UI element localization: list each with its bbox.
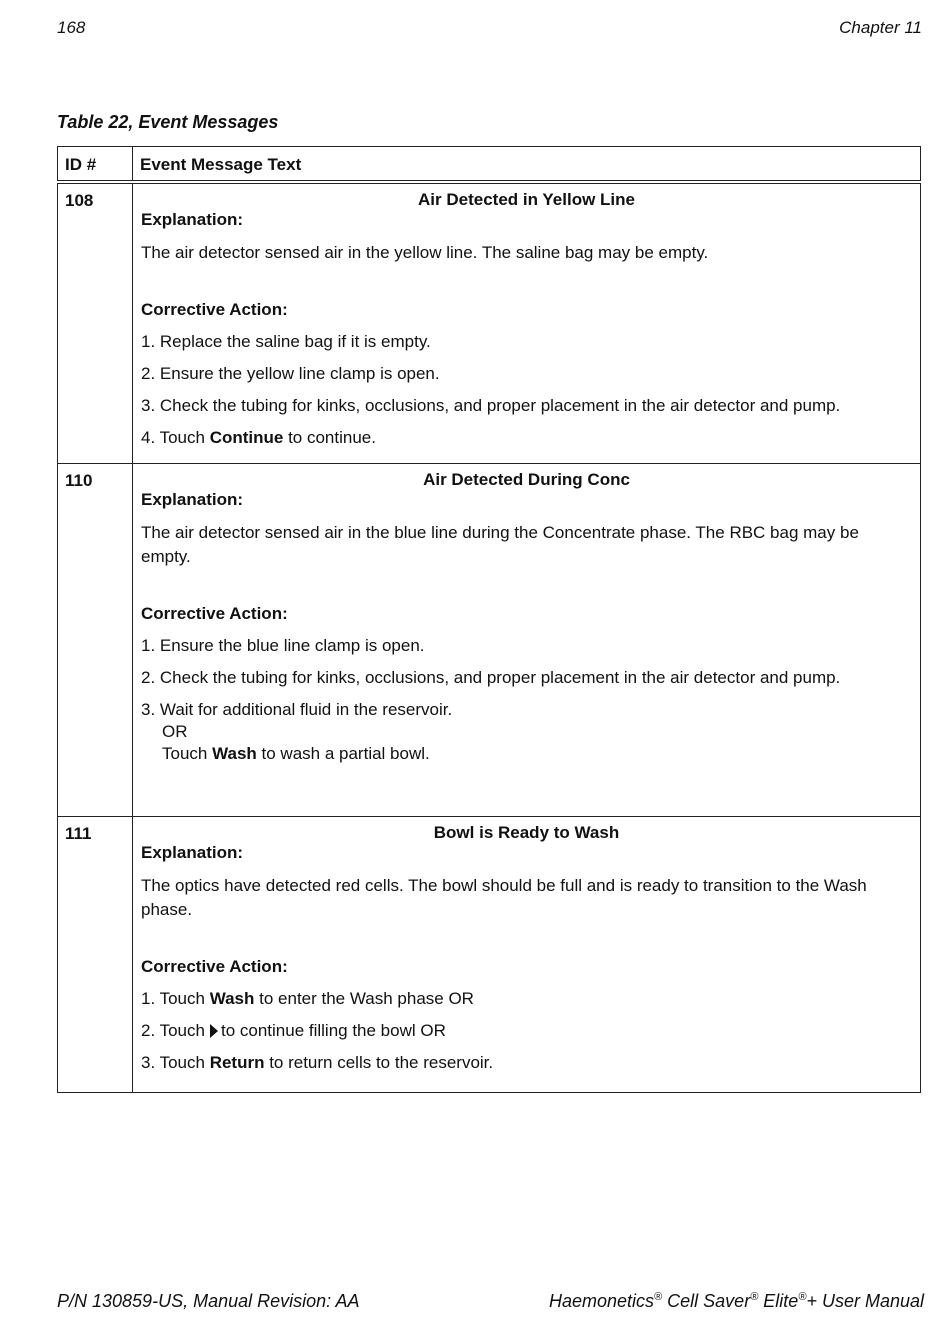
step-item-alt: Touch Wash to wash a partial bowl. <box>162 744 430 763</box>
step-item: 2. Touch to continue filling the bowl OR <box>141 1021 446 1040</box>
event-id: 108 <box>65 190 94 210</box>
step-item: 1. Ensure the blue line clamp is open. <box>141 636 425 655</box>
explanation-label: Explanation: <box>141 843 244 862</box>
corrective-action-label: Corrective Action: <box>141 299 288 319</box>
id-cell <box>58 182 133 464</box>
event-title: Air Detected During Conc <box>423 470 630 489</box>
message-cell <box>133 464 921 817</box>
column-header-text: Event Message Text <box>133 147 921 182</box>
explanation-label: Explanation: <box>141 490 244 509</box>
message-cell <box>133 817 921 1093</box>
event-id: 111 <box>65 824 92 843</box>
explanation-label: Explanation: <box>141 209 244 229</box>
id-cell <box>58 817 133 1093</box>
step-item: 2. Ensure the yellow line clamp is open. <box>141 363 440 383</box>
step-item: 2. Check the tubing for kinks, occlusions, and proper placement in the air detector and pump. <box>141 668 841 687</box>
message-cell <box>133 182 921 464</box>
step-item: 3. Check the tubing for kinks, occlusions, and proper placement in the air detector and pump. <box>141 395 841 415</box>
step-item: 3. Touch Return to return cells to the reservoir. <box>141 1053 494 1072</box>
corrective-action-label: Corrective Action: <box>141 604 288 623</box>
step-item: 1. Touch Wash to enter the Wash phase OR <box>141 989 474 1008</box>
table-row <box>58 182 921 464</box>
event-title: Air Detected in Yellow Line <box>418 189 635 209</box>
explanation-text: The air detector sensed air in the blue line during the Concentrate phase. The RBC bag may be empty. <box>141 523 859 566</box>
table-caption: Table 22, Event Messages <box>57 112 279 132</box>
id-cell <box>58 464 133 817</box>
step-item: 4. Touch Continue to continue. <box>141 427 376 447</box>
play-triangle-icon <box>210 1024 218 1038</box>
step-item: 3. Wait for additional fluid in the reservoir. <box>141 700 453 719</box>
corrective-action-label: Corrective Action: <box>141 957 288 976</box>
column-header-id: ID # <box>58 147 133 182</box>
footer-part-number: P/N 130859-US, Manual Revision: AA <box>57 1291 360 1311</box>
event-title: Bowl is Ready to Wash <box>433 823 620 842</box>
table-row <box>58 817 921 1093</box>
table-row <box>58 464 921 817</box>
step-item: 1. Replace the saline bag if it is empty. <box>141 331 431 351</box>
table-header-row <box>58 147 921 182</box>
event-id: 110 <box>65 471 93 490</box>
chapter-label: Chapter 11 <box>839 18 922 37</box>
page-number: 168 <box>57 18 86 37</box>
event-messages-table <box>57 146 921 1093</box>
explanation-text: The optics have detected red cells. The bowl should be full and is ready to transition to the Wash phase. <box>141 876 867 919</box>
explanation-text: The air detector sensed air in the yellow line. The saline bag may be empty. <box>141 242 709 262</box>
or-text: OR <box>162 722 188 741</box>
footer-manual-title: Haemonetics® Cell Saver® Elite®+ User Manual <box>549 1291 924 1311</box>
